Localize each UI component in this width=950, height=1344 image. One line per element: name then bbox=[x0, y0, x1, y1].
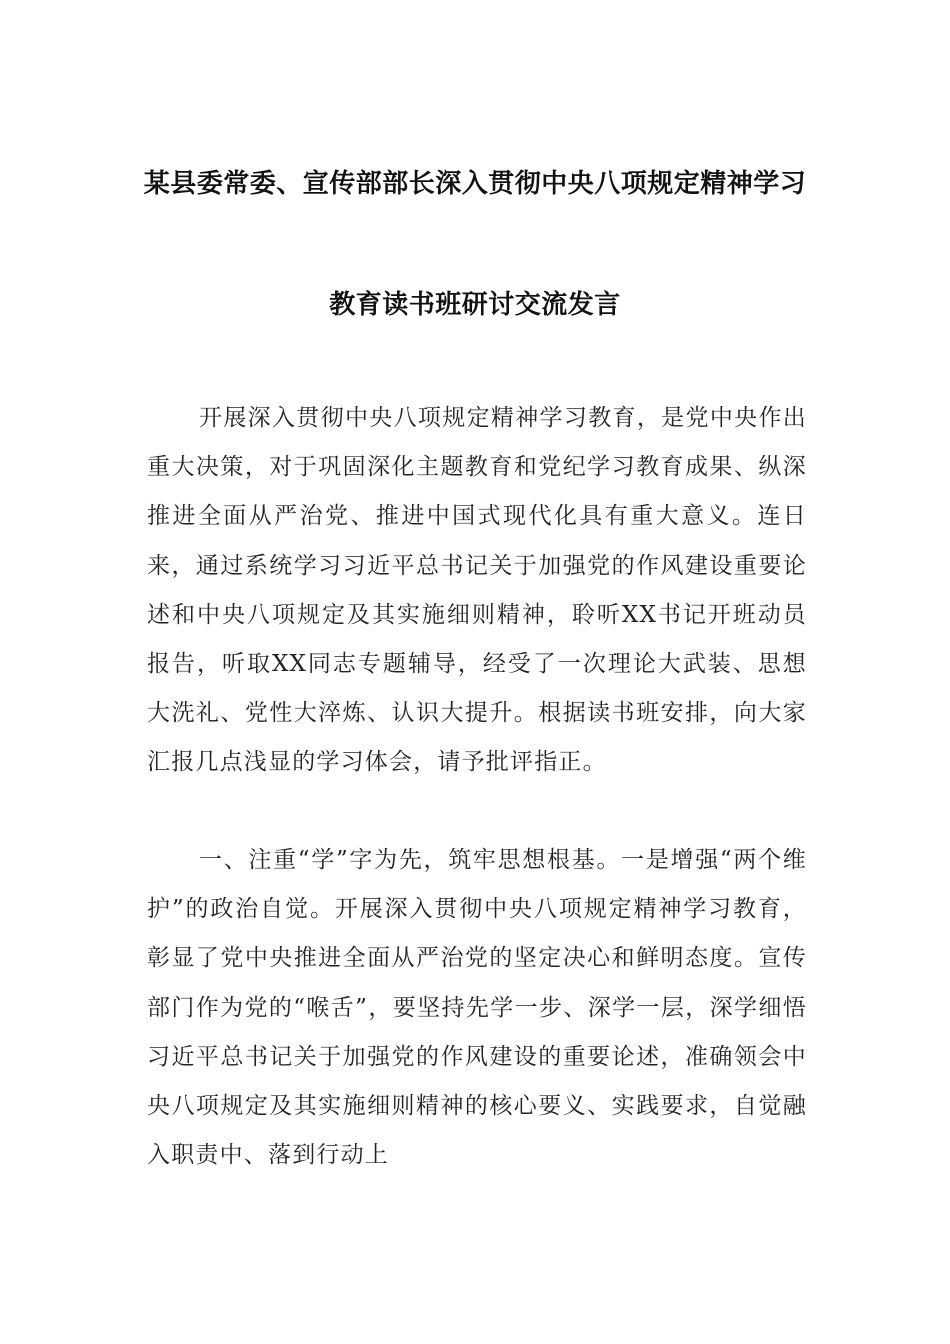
body-paragraph-section-one: 一、注重“学”字为先，筑牢思想根基。一是增强“两个维护”的政治自觉。开展深入贯彻中央八项规定精神学习教育，彰显了党中央推进全面从严治党的坚定决心和鲜明态度。宣传部门作为党的“喉舌”，要坚持先学一步、深学一层，深学细悟习近平总书记关于加强党的作风建设的重要论述，准确领会中央八项规定及其实施细则精神的核心要义、实践要求，自觉融入职责中、落到行动上 bbox=[147, 847, 807, 1169]
body-paragraph-intro: 开展深入贯彻中央八项规定精神学习教育，是党中央作出重大决策，对于巩固深化主题教育和党纪学习教育成果、纵深推进全面从严治党、推进中国式现代化具有重大意义。连日来，通过系统学习习近平总书记关于加强党的作风建设重要论述和中央八项规定及其实施细则精神，聆听XX书记开班动员报告，听取XX同志专题辅导，经受了一次理论大武装、思想大洗礼、党性大淬炼、认识大提升。根据读书班安排，向大家汇报几点浅显的学习体会，请予批评指正。 bbox=[147, 405, 807, 776]
document-title-line-1: 某县委常委、宣传部部长深入贯彻中央八项规定精神学习 bbox=[143, 169, 807, 199]
document-title-line-2: 教育读书班研讨交流发言 bbox=[329, 290, 621, 320]
